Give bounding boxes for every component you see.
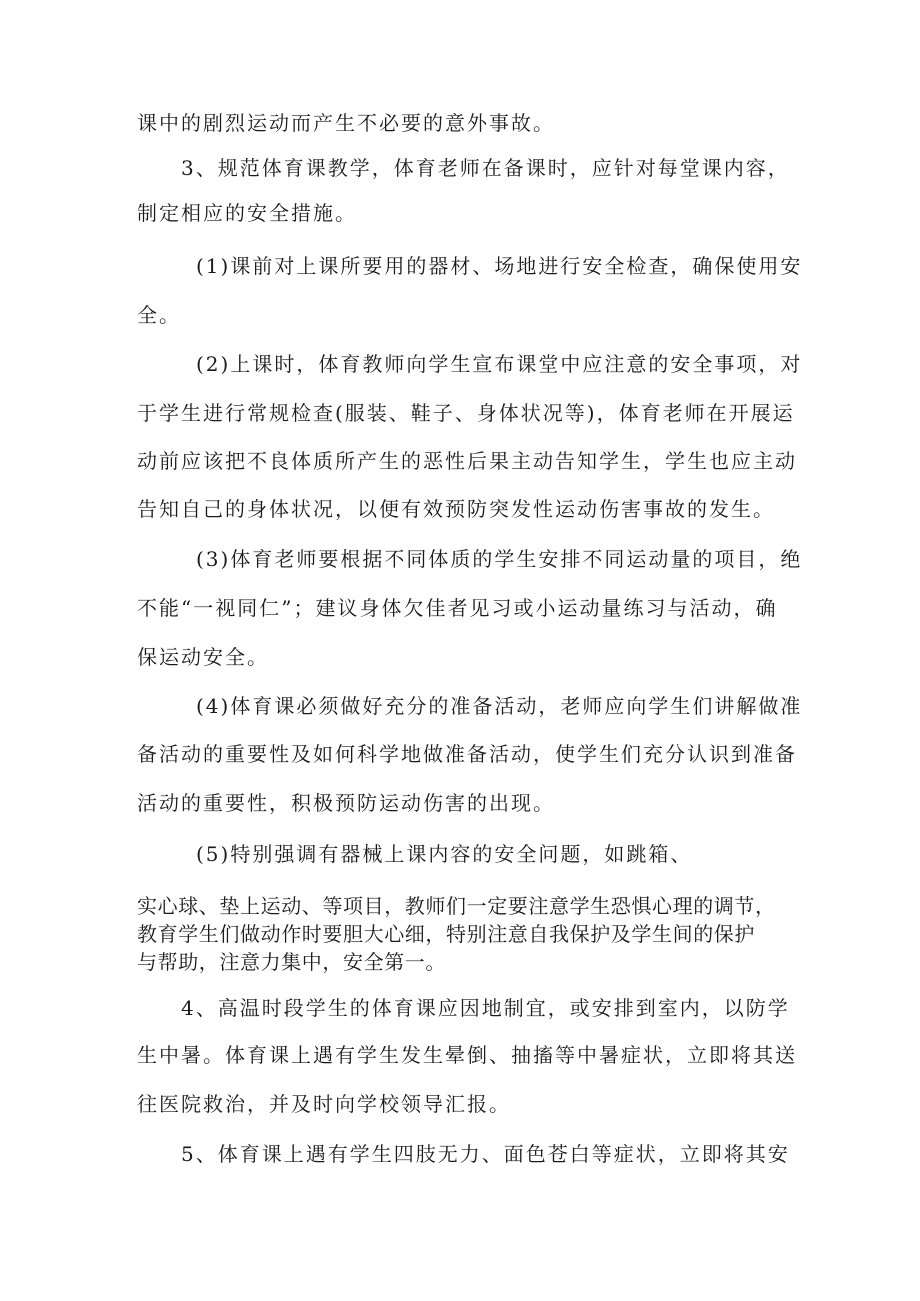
text-line-10: (3)体育老师要根据不同体质的学生安排不同运动量的项目，绝	[196, 547, 803, 571]
text-line-6: (2)上课时，体育教师向学生宣布课堂中应注意的安全事项，对	[196, 352, 803, 376]
text-line-13: (4)体育课必须做好充分的准备活动，老师应向学生们讲解做准	[196, 694, 803, 718]
text-line-7: 于学生进行常规检查(服装、鞋子、身体状况等)，体育老师在开展运	[137, 401, 795, 425]
text-line-18: 教育学生们做动作时要胆大心细，特别注意自我保护及学生间的保护	[137, 922, 755, 946]
text-line-17: 实心球、垫上运动、等项目，教师们一定要注意学生恐惧心理的调节，	[137, 894, 776, 918]
text-line-20: 4、高温时段学生的体育课应因地制宜，或安排到室内，以防学	[181, 996, 790, 1020]
text-line-5: 全。	[137, 303, 181, 327]
text-line-15: 活动的重要性，积极预防运动伤害的出现。	[137, 791, 555, 815]
text-line-3: 制定相应的安全措施。	[137, 201, 357, 225]
text-line-23: 5、体育课上遇有学生四肢无力、面色苍白等症状，立即将其安	[181, 1142, 790, 1166]
text-line-11: 不能“一视同仁”；建议身体欠佳者见习或小运动量练习与活动，确	[137, 596, 778, 620]
text-line-9: 告知自己的身体状况，以便有效预防突发性运动伤害事故的发生。	[137, 497, 775, 521]
text-line-12: 保运动安全。	[137, 645, 269, 669]
text-line-19: 与帮助，注意力集中，安全第一。	[137, 950, 446, 974]
text-line-8: 动前应该把不良体质所产生的恶性后果主动告知学生，学生也应主动	[137, 449, 797, 473]
text-line-2: 3、规范体育课教学，体育老师在备课时，应针对每堂课内容，	[181, 156, 790, 180]
text-line-4: (1)课前对上课所要用的器材、场地进行安全检查，确保使用安	[196, 254, 803, 278]
text-line-1: 课中的剧烈运动而产生不必要的意外事故。	[137, 111, 555, 135]
text-line-14: 备活动的重要性及如何科学地做准备活动，使学生们充分认识到准备	[137, 742, 797, 766]
text-line-22: 往医院救治，并及时向学校领导汇报。	[137, 1092, 511, 1116]
text-line-16: (5)特别强调有器械上课内容的安全问题，如跳箱、	[196, 842, 693, 866]
text-line-21: 生中暑。体育课上遇有学生发生晕倒、抽搐等中暑症状，立即将其送	[137, 1043, 797, 1067]
